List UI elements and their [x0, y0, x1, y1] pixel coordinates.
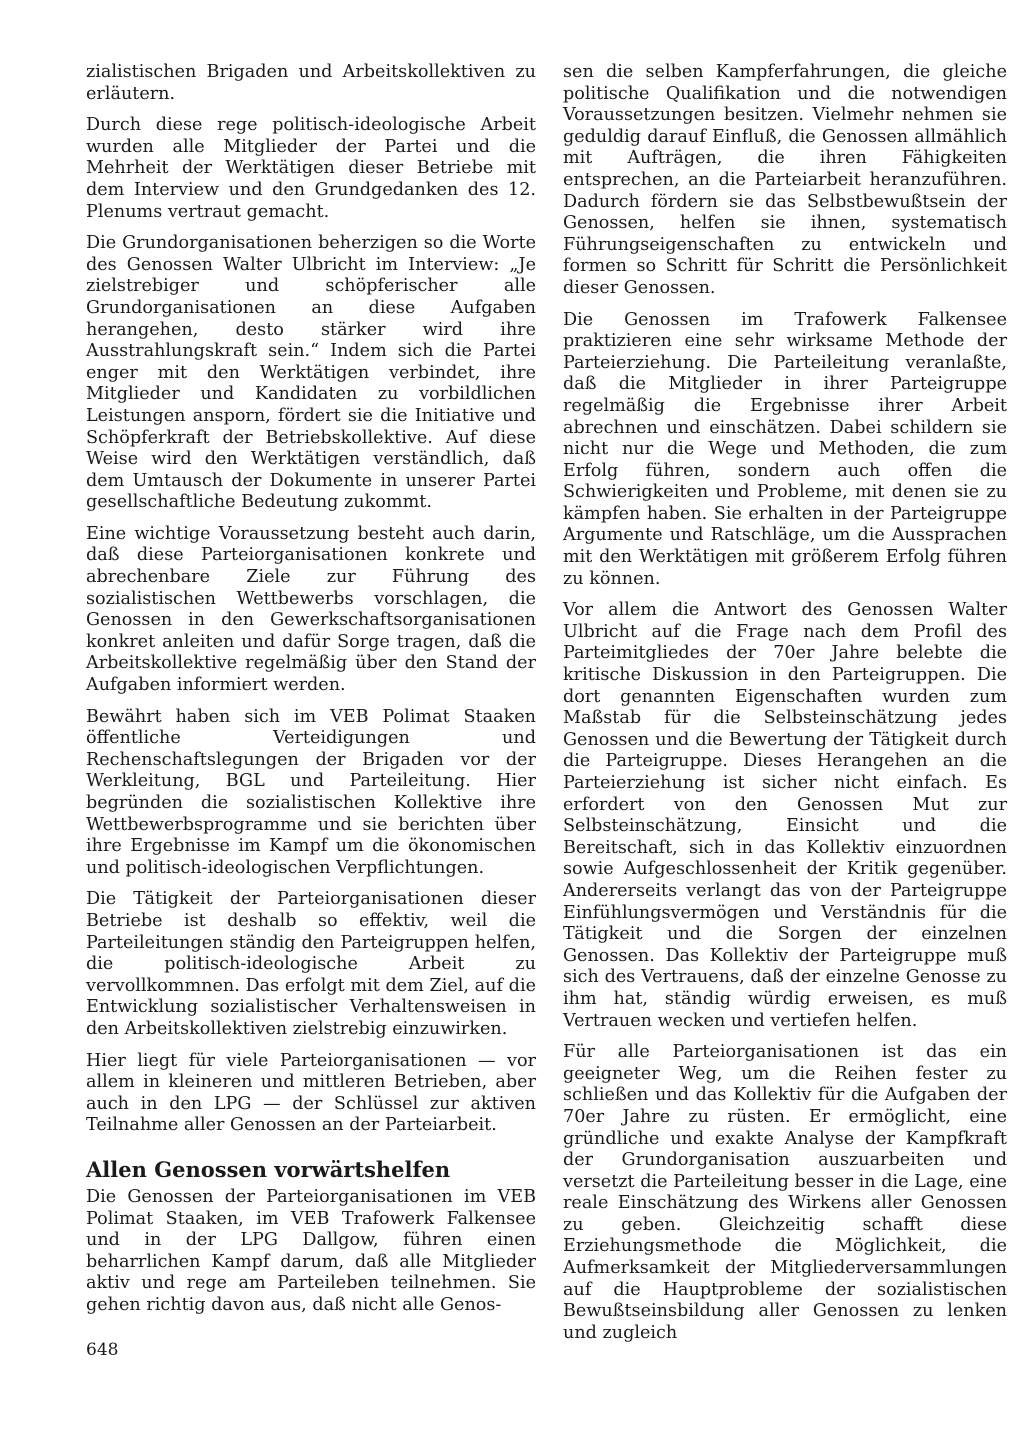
paragraph: Die Genossen der Parteiorganisationen im VEB Polimat Staaken, im VEB Trafowerk Falkensee und in der LPG Dallgow, führen einen beharrlichen Kampf darum, daß alle Mitglieder aktiv und rege am Parteileben teilnehmen. Sie gehen richtig davon aus, daß nicht alle Genos-: [86, 1186, 536, 1315]
right-column: [563, 62, 1007, 1354]
paragraph: zialistischen Brigaden und Arbeitskollektiven zu erläutern.: [86, 62, 536, 104]
paragraph: sen die selben Kampferfahrungen, die gleiche politische Qualifikation und die notwendigen Voraussetzungen besitzen. Vielmehr nehmen sie geduldig darauf Einfluß, die Genossen allmählich mit Aufträgen, die ihren Fähigkeiten entsprechen, an die Parteiarbeit heranzuführen. Dadurch fördern sie das Selbstbewußtsein der Genossen, helfen sie ihnen, systematisch Führungseigenschaften zu entwickeln und formen so Schritt für Schritt die Persönlichkeit dieser Genossen.: [563, 62, 1007, 298]
paragraph: Die Genossen im Trafowerk Falkensee praktizieren eine sehr wirksame Methode der Parteierziehung. Die Parteileitung veranlaßte, daß die Mitglieder in ihrer Parteigruppe regelmäßig die Ergebnisse ihrer Arbeit abrechnen und einschätzen. Dabei schildern sie nicht nur die Wege und Methoden, die zum Erfolg führen, sondern auch offen die Schwierigkeiten und Probleme, mit denen sie zu kämpfen haben. Sie erhalten in der Parteigruppe Argumente und Ratschläge, um die Aussprachen mit den Werktätigen mit größerem Erfolg führen zu können.: [563, 309, 1007, 589]
paragraph: Hier liegt für viele Parteiorganisationen — vor allem in kleineren und mittleren Betrieben, aber auch in den LPG — der Schlüssel zur aktiven Teilnahme aller Genossen an der Parteiarbeit.: [86, 1050, 536, 1136]
paragraph: Die Grundorganisationen beherzigen so die Worte des Genossen Walter Ulbricht im Interview: „Je zielstrebiger und schöpferischer alle Grundorganisationen an diese Aufgaben herangehen, desto stärker wird ihre Ausstrahlungskraft sein.“ Indem sich die Partei enger mit den Werktätigen verbindet, ihre Mitglieder und Kandidaten zu vorbildlichen Leistungen ansporn, fördert sie die Initiative und Schöpferkraft der Betriebskollektive. Auf diese Weise wird den Werktätigen verständlich, daß dem Umtausch der Dokumente in unserer Partei gesellschaftliche Bedeutung zukommt.: [86, 233, 536, 513]
page-number: 648: [86, 1340, 119, 1360]
paragraph: Eine wichtige Voraussetzung besteht auch darin, daß diese Parteiorganisationen konkrete und abrechenbare Ziele zur Führung des sozialistischen Wettbewerbs vorschlagen, die Genossen in den Gewerkschaftsorganisationen konkret anleiten und dafür Sorge tragen, daß die Arbeitskollektive regelmäßig über den Stand der Aufgaben informiert werden.: [86, 523, 536, 696]
paragraph: Durch diese rege politisch-ideologische Arbeit wurden alle Mitglieder der Partei und die Mehrheit der Werktätigen dieser Betriebe mit dem Interview und den Grundgedanken des 12. Plenums vertraut gemacht.: [86, 115, 536, 222]
paragraph: Für alle Parteiorganisationen ist das ein geeigneter Weg, um die Reihen fester zu schließen und das Kollektiv für die Aufgaben der 70er Jahre zu rüsten. Er ermöglicht, eine gründliche und exakte Analyse der Kampfkraft der Grundorganisation auszuarbeiten und versetzt die Parteileitung besser in die Lage, eine reale Einschätzung des Wirkens aller Genossen zu geben. Gleichzeitig schafft diese Erziehungsmethode die Möglichkeit, die Aufmerksamkeit der Mitgliederversammlungen auf die Hauptprobleme der sozialistischen Bewußtseinsbildung aller Genossen zu lenken und zugleich: [563, 1042, 1007, 1343]
paragraph: Bewährt haben sich im VEB Polimat Staaken öffentliche Verteidigungen und Rechenschaftslegungen der Brigaden vor der Werkleitung, BGL und Parteileitung. Hier begründen die sozialistischen Kollektive ihre Wettbewerbsprogramme und sie berichten über ihre Ergebnisse im Kampf um die ökonomischen und politisch-ideologischen Verpflichtungen.: [86, 706, 536, 878]
left-column: [86, 62, 536, 1326]
paragraph: Die Tätigkeit der Parteiorganisationen dieser Betriebe ist deshalb so effektiv, weil die Parteileitungen ständig den Parteigruppen helfen, die politisch-ideologische Arbeit zu vervollkommnen. Das erfolgt mit dem Ziel, auf die Entwicklung sozialistischer Verhaltensweisen in den Arbeitskollektiven zielstrebig einzuwirken.: [86, 889, 536, 1039]
section-heading: Allen Genossen vorwärtshelfen: [86, 1156, 451, 1182]
paragraph: Vor allem die Antwort des Genossen Walter Ulbricht auf die Frage nach dem Profil des Parteimitgliedes der 70er Jahre belebte die kritische Diskussion in den Parteigruppen. Die dort genannten Eigenschaften wurden zum Maßstab für die Selbsteinschätzung jedes Genossen und die Bewertung der Tätigkeit durch die Parteigruppe. Dieses Herangehen an die Parteierziehung ist sicher nicht einfach. Es erfordert von den Genossen Mut zur Selbsteinschätzung, Einsicht und die Bereitschaft, sich in das Kollektiv einzuordnen sowie Aufgeschlossenheit der Kritik gegenüber. Andererseits verlangt das von der Parteigruppe Einfühlungsvermögen und Verständnis für die Tätigkeit und die Sorgen der einzelnen Genossen. Das Kollektiv der Parteigruppe muß sich des Vertrauens, daß der einzelne Genosse zu ihm hat, ständig würdig erweisen, es muß Vertrauen wecken und vertiefen helfen.: [563, 600, 1007, 1031]
